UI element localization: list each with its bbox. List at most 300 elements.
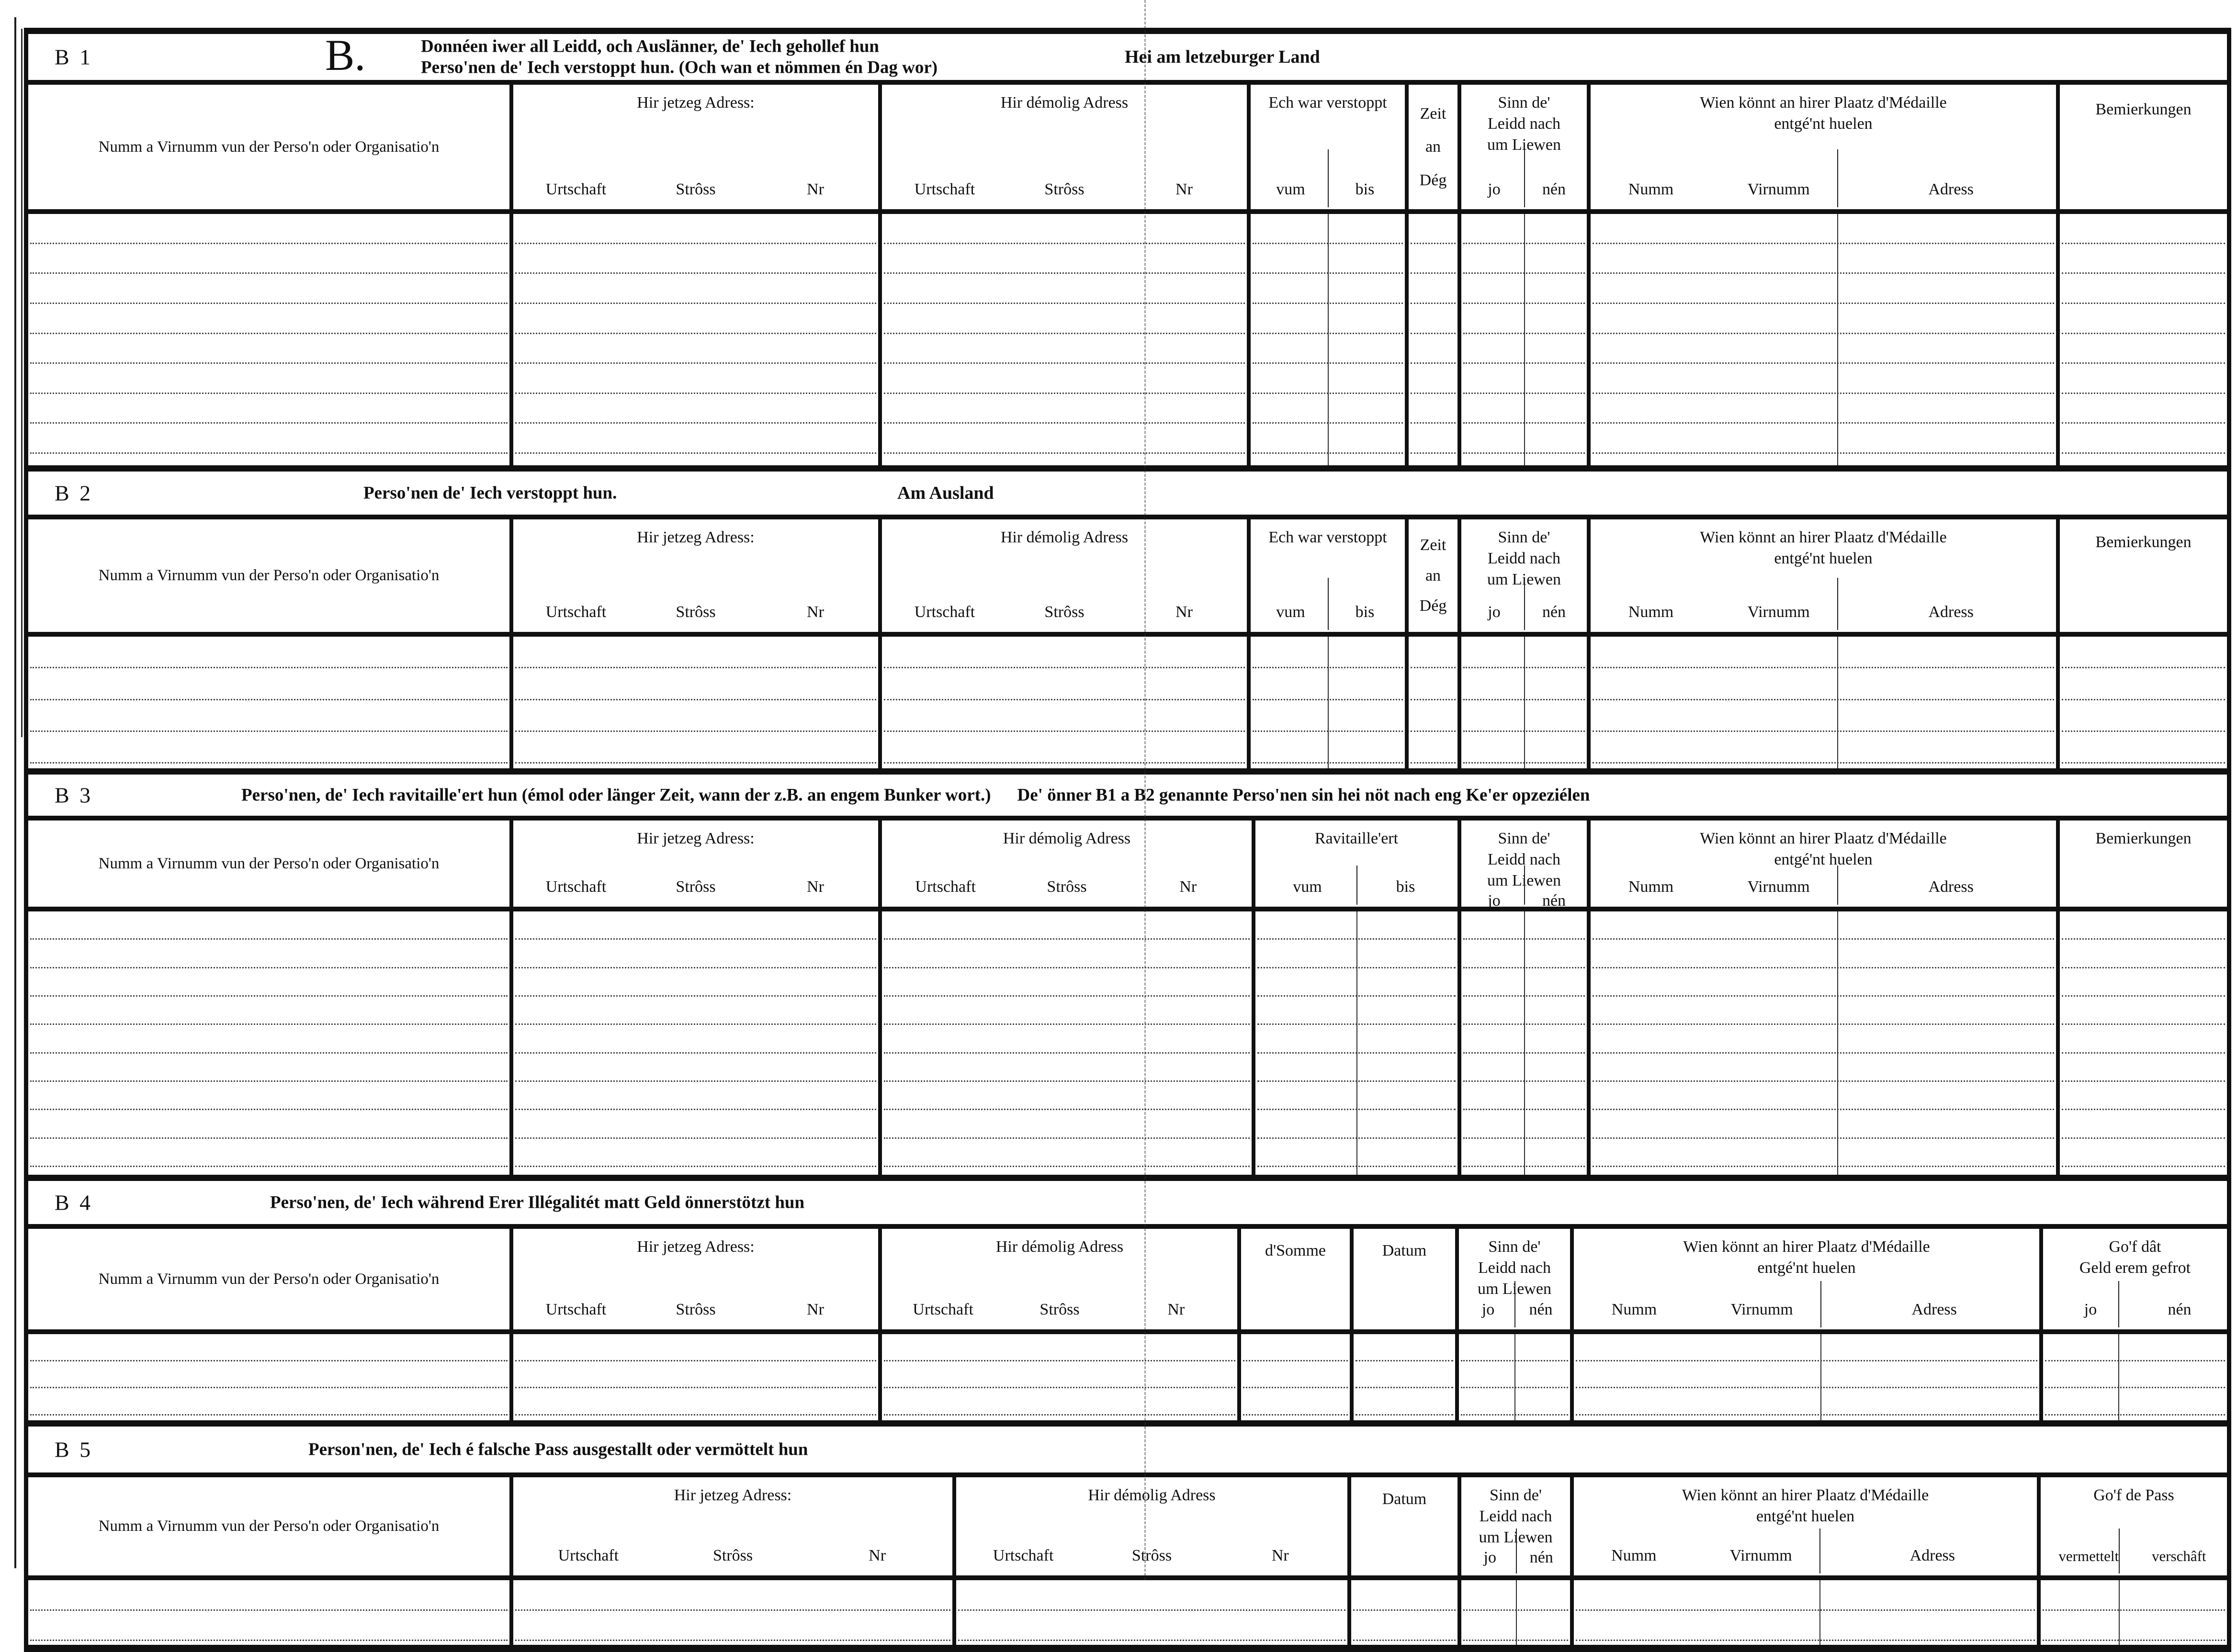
entry-line [30,364,508,394]
entry-col-recipient [1570,1334,2039,1420]
wien-line1: Wien könnt an hirer Plaatz d'Médaille [1700,94,1947,112]
wien-line2: entgé'nt huelen [1774,851,1873,869]
sub-nr: Nr [1175,180,1193,198]
entry-line [1411,244,1456,274]
entry-line [30,637,508,668]
section-b1-title [421,36,938,78]
sub-urtschaft: Urtschaft [914,603,975,621]
entry-line [30,1388,508,1416]
section-b2-id: B 2 [55,481,93,506]
col-former-address-label: Hir démolig Adress [1003,830,1131,847]
col-still-alive [1455,1229,1570,1329]
sub-nr: Nr [869,1547,886,1564]
entry-line [30,1611,508,1641]
section-b3-title-part2: De' önner B1 a B2 genannte Perso'nen sin hei nöt nach eng Ke'er opzeziélen [1017,785,1590,805]
entry-line [30,700,508,732]
entry-line [515,637,876,668]
entry-line [2062,274,2225,304]
sub-stross: Strôss [712,1547,753,1564]
sub-nr: Nr [807,180,824,198]
col-still-alive [1457,1477,1570,1575]
entry-line [2062,668,2225,700]
entry-line [884,1334,1235,1361]
sub-jo: jo [1488,180,1501,198]
section-b4-header-row [28,1229,2227,1334]
sinn-line1: Sinn de' [1498,830,1550,847]
col-still-alive [1457,85,1587,209]
entry-line [30,668,508,700]
entry-line [1356,1334,1453,1361]
recipient-sublabels [1593,603,2053,621]
entry-line [884,274,1245,304]
entry-line [884,968,1250,997]
entry-line [515,1361,876,1389]
entry-col-name [28,637,509,768]
section-b5-header-row [28,1477,2227,1580]
sinn-line2: Leidd nach [1478,1259,1551,1277]
entry-line [515,668,876,700]
entry-line [1593,637,2054,668]
entry-line [1593,304,2054,334]
section-letter-b: B. [325,31,366,80]
entry-col-former-address [878,637,1247,768]
recipient-sublabels [1593,878,2053,896]
entry-line [515,364,876,394]
sub-verschaft: verschâft [2151,1548,2206,1564]
entry-line [1593,394,2054,424]
entry-line [2045,1361,2225,1389]
sub-virnumm: Virnumm [1747,603,1810,621]
entry-line [2043,1611,2225,1641]
entry-line [2062,700,2225,732]
address-sublabels [516,1301,875,1319]
sub-nen: nén [1542,180,1566,198]
col-date [1350,1229,1455,1329]
entry-line [1411,700,1456,732]
col-medal-recipient-label [1593,828,2053,870]
section-b5-entry-grid [28,1580,2227,1645]
gof-geld-line2: Geld erem gefrot [2079,1259,2191,1277]
section-b5 [28,1427,2227,1645]
sub-adress: Adress [1909,1547,1955,1564]
address-sublabels [516,1547,949,1565]
col-current-address-label: Hir jetzeg Adress: [637,1238,755,1256]
divider [1524,214,1525,465]
entry-line [515,394,876,424]
entry-col-current-address [509,637,878,768]
sinn-line1: Sinn de' [1498,94,1550,112]
col-amount [1237,1229,1350,1329]
entry-col-alive [1457,1580,1570,1645]
address-sublabels [516,180,875,199]
paper-edge-line-2 [21,29,23,737]
sub-vermettelt: vermettelt [2058,1548,2119,1564]
sub-stross: Strôss [1044,180,1085,198]
address-sublabels [885,878,1249,896]
entry-line [1593,364,2054,394]
entry-line [2062,214,2225,244]
entry-line [30,940,508,968]
entry-line [30,1580,508,1611]
sub-urtschaft: Urtschaft [915,878,976,896]
divider [1524,149,1525,207]
section-b3-entry-grid [28,911,2227,1175]
section-b1-title-line1: Donnéen iwer all Leidd, och Auslänner, de' Iech gehollef hun [421,36,879,56]
divider [1514,1334,1515,1420]
entry-line [30,997,508,1025]
entry-col-hidden-period [1247,214,1405,465]
sub-urtschaft: Urtschaft [993,1547,1054,1564]
entry-col-pass [2037,1580,2227,1645]
entry-col-former-address [952,1580,1347,1645]
sub-urtschaft: Urtschaft [545,1301,607,1318]
sinn-line3: um Liewen [1487,136,1561,154]
col-medal-recipient-label [1577,1485,2034,1527]
entry-line [30,214,508,244]
col-remarks-label: Bemierkungen [2095,101,2192,118]
col-zeit-an-deg [1405,519,1457,632]
entry-line [884,700,1245,732]
entry-line [1243,1361,1348,1389]
sub-jo: jo [1488,603,1501,621]
sinn-line1: Sinn de' [1488,1238,1541,1256]
entry-col-alive [1457,214,1587,465]
sinn-line3: um Liewen [1478,1280,1551,1298]
sub-stross: Strôss [676,1301,716,1318]
section-b3-id: B 3 [55,783,93,808]
entry-line [884,911,1250,940]
entry-line [1576,1334,2037,1361]
sinn-line2: Leidd nach [1488,851,1560,869]
sub-urtschaft: Urtschaft [914,180,975,198]
divider [1328,214,1329,465]
col-current-address-label: Hir jetzeg Adress: [674,1486,792,1504]
col-current-address [509,1229,878,1329]
entry-line [515,1611,950,1641]
col-former-address-label: Hir démolig Adress [1000,94,1129,112]
entry-line [30,394,508,424]
entry-line [1593,1054,2054,1082]
divider [1328,578,1329,630]
entry-line [884,334,1245,364]
section-b2-entry-grid [28,637,2227,768]
entry-line [515,274,876,304]
col-pass-provided [2037,1477,2227,1575]
col-remarks [2056,85,2227,209]
col-supplied-period [1252,820,1457,907]
sub-bis: bis [1355,180,1375,198]
divider [1356,865,1357,905]
divider [1516,1580,1517,1645]
entry-line [2062,997,2225,1025]
section-b3 [28,775,2227,1181]
section-b5-title: Person'nen, de' Iech é falsche Pass ausgestallt oder vermöttelt hun [308,1439,808,1460]
entry-line [1593,668,2054,700]
col-name [28,1477,509,1575]
entry-line [1593,244,2054,274]
section-b5-id: B 5 [55,1437,93,1462]
entry-line [884,1139,1250,1167]
sub-virnumm: Virnumm [1730,1301,1793,1318]
entry-line [884,364,1245,394]
entry-col-recipient [1587,911,2056,1175]
entry-line [2045,1388,2225,1416]
entry-line [1353,1580,1456,1611]
section-b1-id: B 1 [55,45,93,69]
divider [2118,1281,2119,1327]
entry-line [1576,1388,2037,1416]
divider [1837,214,1838,465]
col-medal-recipient [1570,1229,2039,1329]
wien-line1: Wien könnt an hirer Plaatz d'Médaille [1683,1238,1930,1256]
divider [1514,1281,1515,1327]
sub-numm: Numm [1628,603,1674,621]
entry-line [884,1388,1235,1416]
entry-line [1356,1361,1453,1389]
col-name-label: Numm a Virnumm vun der Perso'n oder Organisatio'n [98,1517,440,1535]
col-pass-provided-label: Go'f de Pass [2093,1486,2174,1504]
entry-line [515,1334,876,1361]
col-hidden-period [1247,85,1405,209]
col-former-address [878,1229,1237,1329]
entry-col-supplied [1252,911,1457,1175]
sub-adress: Adress [1928,603,1974,621]
sub-numm: Numm [1611,1301,1657,1318]
sinn-line3: um Liewen [1487,872,1561,890]
sub-stross: Strôss [1047,878,1087,896]
sub-nr: Nr [807,878,824,896]
entry-line [1593,1025,2054,1053]
entry-line [1411,334,1456,364]
entry-col-current-address [509,911,878,1175]
sub-jo: jo [1483,1548,1496,1566]
sub-nen: nén [1542,603,1566,621]
divider [1819,1528,1820,1573]
entry-line [2062,364,2225,394]
section-b1-note: Hei am letzeburger Land [1125,47,1320,67]
zeit-line3: Dég [1419,596,1447,615]
sub-stross: Strôss [1131,1547,1172,1564]
col-current-address [509,820,878,907]
sub-adress: Adress [1911,1301,1957,1318]
section-b2-note: Am Ausland [897,483,994,503]
col-current-address-label: Hir jetzeg Adress: [637,528,755,546]
sub-jo: jo [2084,1301,2097,1318]
entry-line [884,214,1245,244]
entry-line [515,940,876,968]
sub-nen: nén [1529,1548,1553,1566]
entry-line [30,1334,508,1361]
col-former-address [878,820,1252,907]
divider [1820,1334,1821,1420]
col-current-address-label: Hir jetzeg Adress: [637,94,755,112]
entry-line [1411,304,1456,334]
entry-line [884,637,1245,668]
entry-line [515,968,876,997]
entry-col-name [28,1334,509,1420]
entry-col-current-address [509,214,878,465]
col-current-address [509,85,878,209]
divider [1819,1580,1820,1645]
entry-line [1411,637,1456,668]
entry-line [1356,1388,1453,1416]
zeit-line1: Zeit [1420,104,1446,123]
entry-line [884,424,1245,454]
divider [1837,911,1838,1175]
sub-numm: Numm [1628,878,1674,896]
entry-line [884,1361,1235,1389]
section-b3-title-part1: Perso'nen, de' Iech ravitaille'ert hun (émol oder länger Zeit, wann der z.B. an engem Bunker wort.) [241,785,991,805]
entry-line [2045,1334,2225,1361]
entry-col-date [1347,1580,1457,1645]
wien-line2: entgé'nt huelen [1774,115,1873,133]
entry-line [1593,940,2054,968]
zeit-line2: an [1425,566,1441,584]
entry-line [1411,364,1456,394]
zeit-line3: Dég [1419,171,1447,189]
entry-line [1593,700,2054,732]
entry-line [884,394,1245,424]
gof-geld-line1: Go'f dât [2109,1238,2161,1256]
entry-line [1411,274,1456,304]
entry-col-money-asked-back [2039,1334,2227,1420]
entry-col-former-address [878,214,1247,465]
section-b4-entry-grid [28,1334,2227,1420]
entry-line [515,700,876,732]
zeit-line2: an [1425,138,1441,156]
entry-col-remarks [2056,637,2227,768]
entry-col-remarks [2056,214,2227,465]
entry-line [884,1082,1250,1110]
entry-line [30,244,508,274]
entry-col-alive [1457,911,1587,1175]
entry-col-name [28,911,509,1175]
address-sublabels [885,1301,1234,1319]
entry-line [30,304,508,334]
col-name-label: Numm a Virnumm vun der Perso'n oder Organisatio'n [98,138,440,156]
section-b1-header-row [28,85,2227,214]
col-remarks [2056,820,2227,907]
col-amount-label: d'Somme [1265,1242,1326,1259]
entry-line [1411,214,1456,244]
section-b1-titlebar [28,31,2227,85]
divider [1328,149,1329,207]
entry-line [515,1388,876,1416]
entry-line [2062,1082,2225,1110]
entry-line [1593,334,2054,364]
col-money-asked-back [2039,1229,2227,1329]
entry-line [2062,334,2225,364]
col-still-alive [1457,519,1587,632]
section-b4-titlebar [28,1181,2227,1229]
entry-line [515,304,876,334]
entry-line [1593,214,2054,244]
sub-adress: Adress [1928,878,1974,896]
entry-line [2062,1139,2225,1167]
entry-col-former-address [878,911,1252,1175]
entry-line [958,1611,1345,1641]
entry-col-zeit [1405,637,1457,768]
entry-line [884,940,1250,968]
section-b3-header-row [28,820,2227,911]
col-current-address [509,519,878,632]
entry-line [2062,244,2225,274]
recipient-sublabels [1577,1301,2036,1319]
section-b2 [28,472,2227,775]
entry-line [1353,1611,1456,1641]
entry-line [1411,668,1456,700]
entry-line [1411,394,1456,424]
wien-line1: Wien könnt an hirer Plaatz d'Médaille [1700,830,1947,847]
entry-line [958,1580,1345,1611]
col-medal-recipient [1587,820,2056,907]
entry-line [1411,732,1456,764]
entry-line [884,244,1245,274]
entry-line [30,334,508,364]
entry-line [30,911,508,940]
sub-bis: bis [1396,878,1415,896]
entry-line [1411,424,1456,454]
col-remarks-label: Bemierkungen [2095,533,2192,551]
entry-line [30,274,508,304]
entry-line [515,1082,876,1110]
divider [1524,578,1525,630]
entry-line [1593,1082,2054,1110]
entry-line [2062,637,2225,668]
col-name [28,1229,509,1329]
entry-line [884,732,1245,764]
divider [1356,911,1357,1175]
zeit-line1: Zeit [1420,536,1446,554]
entry-line [1576,1361,2037,1389]
col-name [28,85,509,209]
entry-line [884,1025,1250,1053]
entry-col-zeit [1405,214,1457,465]
entry-line [515,244,876,274]
sinn-line3: um Liewen [1487,571,1561,589]
entry-line [515,1025,876,1053]
entry-line [884,1054,1250,1082]
address-sublabels [516,603,875,621]
section-b1-entry-grid [28,214,2227,465]
col-former-address-label: Hir démolig Adress [1088,1486,1216,1504]
entry-line [30,1054,508,1082]
sub-nr: Nr [807,603,824,621]
form-sheet [24,28,2231,1652]
entry-line [1576,1580,2035,1611]
entry-line [1593,997,2054,1025]
section-b5-titlebar [28,1427,2227,1477]
entry-col-alive [1455,1334,1570,1420]
recipient-sublabels [1577,1547,2034,1565]
entry-line [515,214,876,244]
col-former-address [952,1477,1347,1575]
entry-line [515,424,876,454]
wien-line2: entgé'nt huelen [1757,1259,1856,1277]
entry-col-name [28,1580,509,1645]
entry-line [515,911,876,940]
entry-line [1593,1110,2054,1138]
divider [1837,149,1838,207]
wien-line1: Wien könnt an hirer Plaatz d'Médaille [1700,528,1947,546]
entry-line [30,424,508,454]
divider [2118,1334,2119,1420]
sub-virnumm: Virnumm [1747,180,1810,198]
entry-col-amount [1237,1334,1350,1420]
sub-vum: vum [1293,878,1322,896]
section-b4-title: Perso'nen, de' Iech während Erer Illégalitét matt Geld önnerstötzt hun [270,1192,805,1213]
entry-col-recipient [1587,214,2056,465]
